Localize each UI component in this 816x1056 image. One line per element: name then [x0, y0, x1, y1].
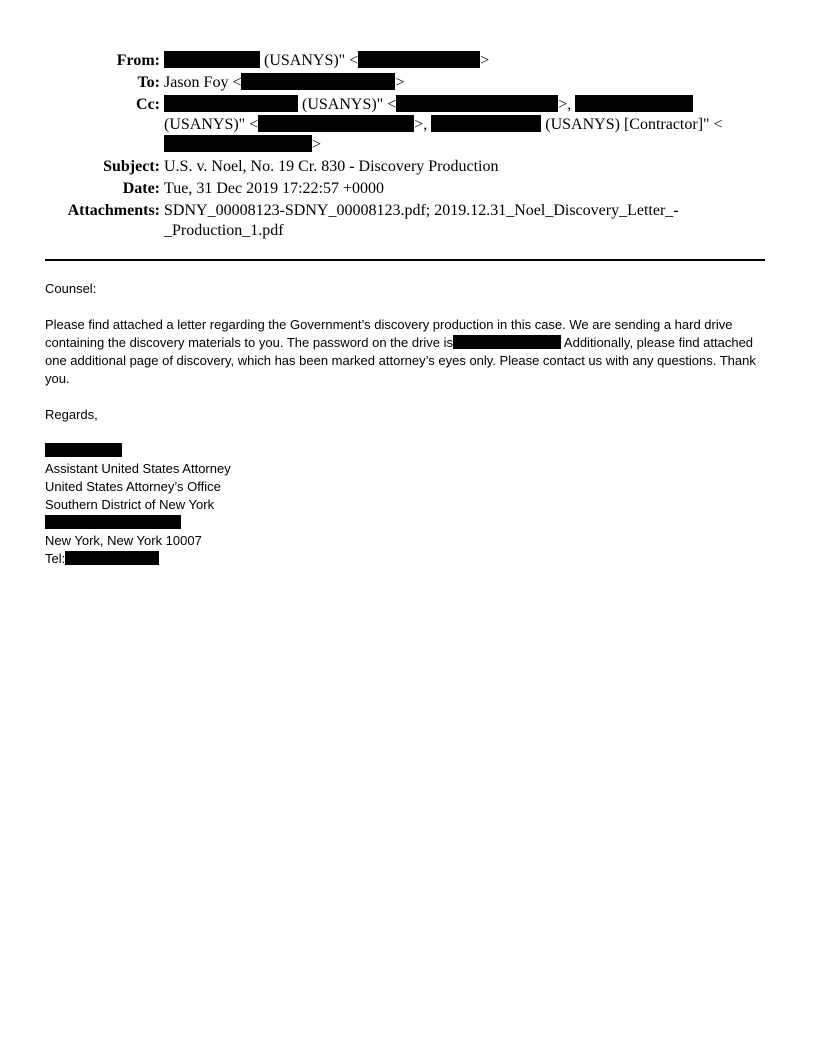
body-paragraph	[45, 316, 765, 388]
signature-district: Southern District of New York	[45, 497, 215, 512]
to-row	[0, 73, 816, 93]
from-close: >	[480, 52, 490, 69]
attachments-row	[0, 201, 816, 241]
signature-block	[45, 442, 765, 568]
date-value: Tue, 31 Dec 2019 17:22:57 +0000	[164, 180, 384, 197]
header-divider	[45, 259, 765, 261]
cc-text-6: <	[713, 116, 723, 133]
to-label: To:	[137, 74, 160, 91]
salutation: Counsel:	[45, 281, 97, 296]
from-value	[164, 51, 724, 71]
redaction-block	[65, 551, 159, 565]
cc-text-3: (USANYS)" <	[164, 116, 259, 133]
body-text-2: Additionally, please find attached one additional page of discovery, which has been marked attorney’s eyes only. Please contact us with any questions. Thank you.	[45, 335, 756, 386]
email-header	[0, 51, 816, 243]
cc-text-7: >	[312, 136, 322, 153]
redaction-block	[396, 95, 558, 112]
cc-text-1: (USANYS)" <	[302, 96, 397, 113]
redaction-block	[164, 135, 312, 152]
subject-value: U.S. v. Noel, No. 19 Cr. 830 - Discovery Production	[164, 158, 499, 175]
signature-office: United States Attorney’s Office	[45, 479, 221, 494]
cc-text-5: (USANYS) [Contractor]"	[545, 116, 710, 133]
email-body	[45, 280, 765, 568]
signature-tel-line	[45, 550, 765, 568]
redaction-block	[575, 95, 693, 112]
from-label: From:	[116, 52, 160, 69]
subject-label: Subject:	[103, 158, 160, 175]
signature-address-line	[45, 514, 765, 532]
to-close: >	[395, 74, 405, 91]
attachments-label: Attachments:	[67, 202, 160, 219]
from-row	[0, 51, 816, 71]
to-value	[164, 73, 724, 93]
cc-row	[0, 95, 816, 155]
tel-label: Tel:	[45, 551, 66, 566]
from-suffix: (USANYS)" <	[264, 52, 359, 69]
redaction-block	[164, 51, 260, 68]
redaction-block	[241, 73, 395, 90]
redaction-block	[453, 335, 561, 349]
redaction-block	[258, 115, 414, 132]
redaction-block	[431, 115, 541, 132]
signature-city: New York, New York 10007	[45, 533, 202, 548]
signature-title: Assistant United States Attorney	[45, 461, 231, 476]
body-text-1: Please find attached a letter regarding the Government’s discovery production in this case. We are sending a hard drive containing the discovery materials to you. The password on the drive is	[45, 317, 733, 350]
cc-text-4: >,	[414, 116, 428, 133]
redaction-block	[45, 443, 122, 457]
date-row	[0, 179, 816, 199]
attachments-value: SDNY_00008123-SDNY_00008123.pdf; 2019.12.31_Noel_Discovery_Letter_-_Production_1.pdf	[164, 202, 679, 239]
date-label: Date:	[122, 180, 160, 197]
cc-text-2: >,	[558, 96, 572, 113]
to-name: Jason Foy <	[164, 74, 242, 91]
redaction-block	[358, 51, 480, 68]
closing: Regards,	[45, 407, 98, 422]
redaction-block	[45, 515, 181, 529]
cc-label: Cc:	[136, 96, 160, 113]
subject-row	[0, 157, 816, 177]
signature-name-line	[45, 442, 765, 460]
redaction-block	[164, 95, 298, 112]
cc-value	[164, 95, 724, 155]
